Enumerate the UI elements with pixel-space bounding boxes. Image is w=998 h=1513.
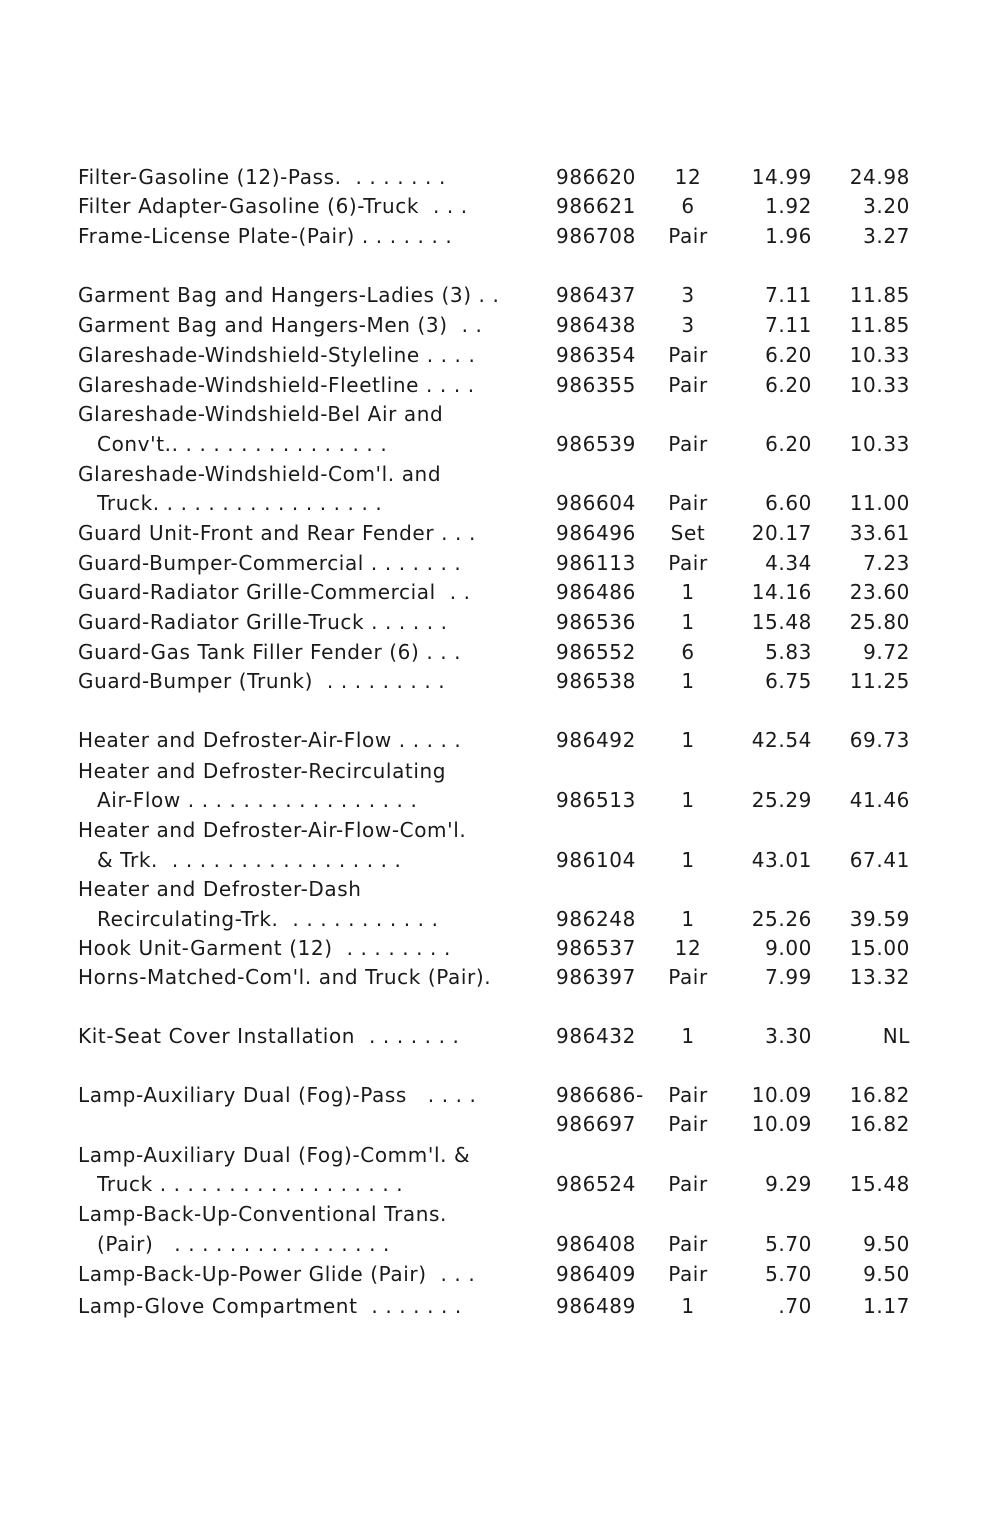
dealer-net-price: 7.11 bbox=[765, 313, 812, 337]
quantity: Pair bbox=[668, 1172, 708, 1196]
part-description: Heater and Defroster-Recirculating bbox=[78, 759, 447, 783]
quantity: Pair bbox=[668, 1083, 708, 1107]
list-price: 9.50 bbox=[863, 1232, 910, 1256]
table-row bbox=[0, 429, 998, 459]
table-row bbox=[0, 310, 998, 340]
dealer-net-price: 9.00 bbox=[765, 936, 812, 960]
part-description: Guard-Bumper-Commercial . . . . . . . bbox=[78, 551, 462, 575]
part-description: Frame-License Plate-(Pair) . . . . . . . bbox=[78, 224, 453, 248]
dealer-net-price: 25.26 bbox=[751, 907, 812, 931]
part-description: Guard Unit-Front and Rear Fender . . . bbox=[78, 521, 476, 545]
part-number: 986397 bbox=[556, 965, 636, 989]
quantity: 1 bbox=[681, 580, 695, 604]
quantity: 12 bbox=[674, 936, 702, 960]
table-row bbox=[0, 637, 998, 667]
dealer-net-price: 25.29 bbox=[751, 788, 812, 812]
dealer-net-price: 7.99 bbox=[765, 965, 812, 989]
quantity: Pair bbox=[668, 1262, 708, 1286]
table-row bbox=[0, 577, 998, 607]
quantity: 1 bbox=[681, 1024, 695, 1048]
quantity: 6 bbox=[681, 194, 695, 218]
part-number: 986355 bbox=[556, 373, 636, 397]
part-number: 986620 bbox=[556, 165, 636, 189]
list-price: 11.25 bbox=[849, 669, 910, 693]
list-price: 11.85 bbox=[849, 313, 910, 337]
table-row bbox=[0, 162, 998, 192]
part-description: Recirculating-Trk. . . . . . . . . . . . bbox=[97, 907, 439, 931]
dealer-net-price: 10.09 bbox=[751, 1083, 812, 1107]
dealer-net-price: 1.96 bbox=[765, 224, 812, 248]
table-row bbox=[0, 607, 998, 637]
list-price: 16.82 bbox=[849, 1112, 910, 1136]
dealer-net-price: 15.48 bbox=[751, 610, 812, 634]
part-description: Hook Unit-Garment (12) . . . . . . . . bbox=[78, 936, 451, 960]
list-price: 3.27 bbox=[863, 224, 910, 248]
quantity: 3 bbox=[681, 283, 695, 307]
part-number: 986432 bbox=[556, 1024, 636, 1048]
dealer-net-price: 6.20 bbox=[765, 432, 812, 456]
part-description: Guard-Gas Tank Filler Fender (6) . . . bbox=[78, 640, 462, 664]
table-row bbox=[0, 548, 998, 578]
table-row bbox=[0, 280, 998, 310]
quantity: 1 bbox=[681, 848, 695, 872]
part-description: & Trk. . . . . . . . . . . . . . . . . . bbox=[97, 848, 402, 872]
part-number: 986496 bbox=[556, 521, 636, 545]
dealer-net-price: .70 bbox=[778, 1294, 812, 1318]
part-description: Guard-Radiator Grille-Commercial . . bbox=[78, 580, 471, 604]
list-price: 10.33 bbox=[849, 373, 910, 397]
part-number: 986437 bbox=[556, 283, 636, 307]
part-description: Truck. . . . . . . . . . . . . . . . . bbox=[97, 491, 383, 515]
table-row bbox=[0, 1021, 998, 1051]
list-price: 39.59 bbox=[849, 907, 910, 931]
table-row bbox=[0, 488, 998, 518]
list-price: NL bbox=[882, 1024, 910, 1048]
part-description: (Pair) . . . . . . . . . . . . . . . . bbox=[97, 1232, 390, 1256]
list-price: 11.00 bbox=[849, 491, 910, 515]
part-description: Glareshade-Windshield-Com'l. and bbox=[78, 462, 442, 486]
quantity: Pair bbox=[668, 224, 708, 248]
table-row bbox=[0, 1199, 998, 1229]
table-row bbox=[0, 933, 998, 963]
part-description: Air-Flow . . . . . . . . . . . . . . . . . bbox=[97, 788, 418, 812]
list-price: 13.32 bbox=[849, 965, 910, 989]
table-row bbox=[0, 904, 998, 934]
part-number: 986409 bbox=[556, 1262, 636, 1286]
table-row bbox=[0, 518, 998, 548]
part-number: 986354 bbox=[556, 343, 636, 367]
part-description: Guard-Bumper (Trunk) . . . . . . . . . bbox=[78, 669, 446, 693]
list-price: 15.48 bbox=[849, 1172, 910, 1196]
part-description: Kit-Seat Cover Installation . . . . . . . bbox=[78, 1024, 460, 1048]
dealer-net-price: 5.70 bbox=[765, 1232, 812, 1256]
list-price: 10.33 bbox=[849, 432, 910, 456]
table-row bbox=[0, 874, 998, 904]
part-description: Heater and Defroster-Dash bbox=[78, 877, 362, 901]
dealer-net-price: 7.11 bbox=[765, 283, 812, 307]
list-price: 23.60 bbox=[849, 580, 910, 604]
list-price: 41.46 bbox=[849, 788, 910, 812]
quantity: 3 bbox=[681, 313, 695, 337]
dealer-net-price: 6.60 bbox=[765, 491, 812, 515]
table-row bbox=[0, 845, 998, 875]
list-price: 7.23 bbox=[863, 551, 910, 575]
table-row bbox=[0, 1259, 998, 1289]
dealer-net-price: 6.20 bbox=[765, 343, 812, 367]
quantity: 1 bbox=[681, 1294, 695, 1318]
list-price: 11.85 bbox=[849, 283, 910, 307]
table-row bbox=[0, 962, 998, 992]
dealer-net-price: 14.16 bbox=[751, 580, 812, 604]
part-number: 986524 bbox=[556, 1172, 636, 1196]
part-number: 986489 bbox=[556, 1294, 636, 1318]
part-number: 986552 bbox=[556, 640, 636, 664]
table-row bbox=[0, 725, 998, 755]
list-price: 10.33 bbox=[849, 343, 910, 367]
quantity: 1 bbox=[681, 907, 695, 931]
part-description: Guard-Radiator Grille-Truck . . . . . . bbox=[78, 610, 448, 634]
part-number: 986538 bbox=[556, 669, 636, 693]
table-row bbox=[0, 1140, 998, 1170]
part-number: 986113 bbox=[556, 551, 636, 575]
part-description: Horns-Matched-Com'l. and Truck (Pair). bbox=[78, 965, 492, 989]
quantity: 1 bbox=[681, 728, 695, 752]
part-number: 986708 bbox=[556, 224, 636, 248]
table-row bbox=[0, 399, 998, 429]
dealer-net-price: 14.99 bbox=[751, 165, 812, 189]
part-number: 986604 bbox=[556, 491, 636, 515]
part-description: Lamp-Auxiliary Dual (Fog)-Pass . . . . bbox=[78, 1083, 477, 1107]
table-row bbox=[0, 1080, 998, 1110]
table-row bbox=[0, 1109, 998, 1139]
part-number: 986486 bbox=[556, 580, 636, 604]
part-number: 986536 bbox=[556, 610, 636, 634]
quantity: Pair bbox=[668, 1112, 708, 1136]
list-price: 67.41 bbox=[849, 848, 910, 872]
dealer-net-price: 6.75 bbox=[765, 669, 812, 693]
part-description: Glareshade-Windshield-Fleetline . . . . bbox=[78, 373, 475, 397]
part-description: Truck . . . . . . . . . . . . . . . . . . bbox=[97, 1172, 404, 1196]
part-description: Heater and Defroster-Air-Flow . . . . . bbox=[78, 728, 462, 752]
part-description: Heater and Defroster-Air-Flow-Com'l. bbox=[78, 818, 467, 842]
part-description: Glareshade-Windshield-Bel Air and bbox=[78, 402, 444, 426]
part-description: Garment Bag and Hangers-Ladies (3) . . bbox=[78, 283, 500, 307]
dealer-net-price: 10.09 bbox=[751, 1112, 812, 1136]
part-description: Garment Bag and Hangers-Men (3) . . bbox=[78, 313, 483, 337]
quantity: 12 bbox=[674, 165, 702, 189]
list-price: 33.61 bbox=[849, 521, 910, 545]
part-description: Filter Adapter-Gasoline (6)-Truck . . . bbox=[78, 194, 468, 218]
quantity: Pair bbox=[668, 373, 708, 397]
dealer-net-price: 9.29 bbox=[765, 1172, 812, 1196]
quantity: Pair bbox=[668, 965, 708, 989]
dealer-net-price: 1.92 bbox=[765, 194, 812, 218]
part-number: 986686- bbox=[556, 1083, 644, 1107]
quantity: 6 bbox=[681, 640, 695, 664]
table-row bbox=[0, 815, 998, 845]
quantity: Pair bbox=[668, 491, 708, 515]
quantity: Set bbox=[670, 521, 706, 545]
dealer-net-price: 5.70 bbox=[765, 1262, 812, 1286]
table-row bbox=[0, 370, 998, 400]
table-row bbox=[0, 221, 998, 251]
table-row bbox=[0, 1169, 998, 1199]
part-number: 986697 bbox=[556, 1112, 636, 1136]
list-price: 15.00 bbox=[849, 936, 910, 960]
table-row bbox=[0, 1291, 998, 1321]
part-description: Filter-Gasoline (12)-Pass. . . . . . . . bbox=[78, 165, 446, 189]
dealer-net-price: 3.30 bbox=[765, 1024, 812, 1048]
quantity: Pair bbox=[668, 432, 708, 456]
part-description: Lamp-Back-Up-Conventional Trans. bbox=[78, 1202, 447, 1226]
table-row bbox=[0, 756, 998, 786]
part-description: Lamp-Glove Compartment . . . . . . . bbox=[78, 1294, 462, 1318]
quantity: 1 bbox=[681, 788, 695, 812]
list-price: 25.80 bbox=[849, 610, 910, 634]
list-price: 69.73 bbox=[849, 728, 910, 752]
part-number: 986539 bbox=[556, 432, 636, 456]
part-number: 986621 bbox=[556, 194, 636, 218]
dealer-net-price: 43.01 bbox=[751, 848, 812, 872]
part-description: Conv't.. . . . . . . . . . . . . . . . bbox=[97, 432, 388, 456]
part-number: 986104 bbox=[556, 848, 636, 872]
quantity: Pair bbox=[668, 1232, 708, 1256]
part-number: 986537 bbox=[556, 936, 636, 960]
part-description: Glareshade-Windshield-Styleline . . . . bbox=[78, 343, 476, 367]
list-price: 9.72 bbox=[863, 640, 910, 664]
quantity: 1 bbox=[681, 610, 695, 634]
table-row bbox=[0, 1229, 998, 1259]
dealer-net-price: 20.17 bbox=[751, 521, 812, 545]
part-number: 986408 bbox=[556, 1232, 636, 1256]
dealer-net-price: 6.20 bbox=[765, 373, 812, 397]
part-number: 986513 bbox=[556, 788, 636, 812]
quantity: 1 bbox=[681, 669, 695, 693]
part-number: 986438 bbox=[556, 313, 636, 337]
list-price: 9.50 bbox=[863, 1262, 910, 1286]
list-price: 24.98 bbox=[849, 165, 910, 189]
part-description: Lamp-Auxiliary Dual (Fog)-Comm'l. & bbox=[78, 1143, 471, 1167]
list-price: 3.20 bbox=[863, 194, 910, 218]
quantity: Pair bbox=[668, 343, 708, 367]
part-description: Lamp-Back-Up-Power Glide (Pair) . . . bbox=[78, 1262, 476, 1286]
dealer-net-price: 4.34 bbox=[765, 551, 812, 575]
table-row bbox=[0, 340, 998, 370]
part-number: 986492 bbox=[556, 728, 636, 752]
part-number: 986248 bbox=[556, 907, 636, 931]
quantity: Pair bbox=[668, 551, 708, 575]
table-row bbox=[0, 191, 998, 221]
table-row bbox=[0, 459, 998, 489]
list-price: 16.82 bbox=[849, 1083, 910, 1107]
dealer-net-price: 5.83 bbox=[765, 640, 812, 664]
list-price: 1.17 bbox=[863, 1294, 910, 1318]
table-row bbox=[0, 785, 998, 815]
dealer-net-price: 42.54 bbox=[751, 728, 812, 752]
table-row bbox=[0, 666, 998, 696]
